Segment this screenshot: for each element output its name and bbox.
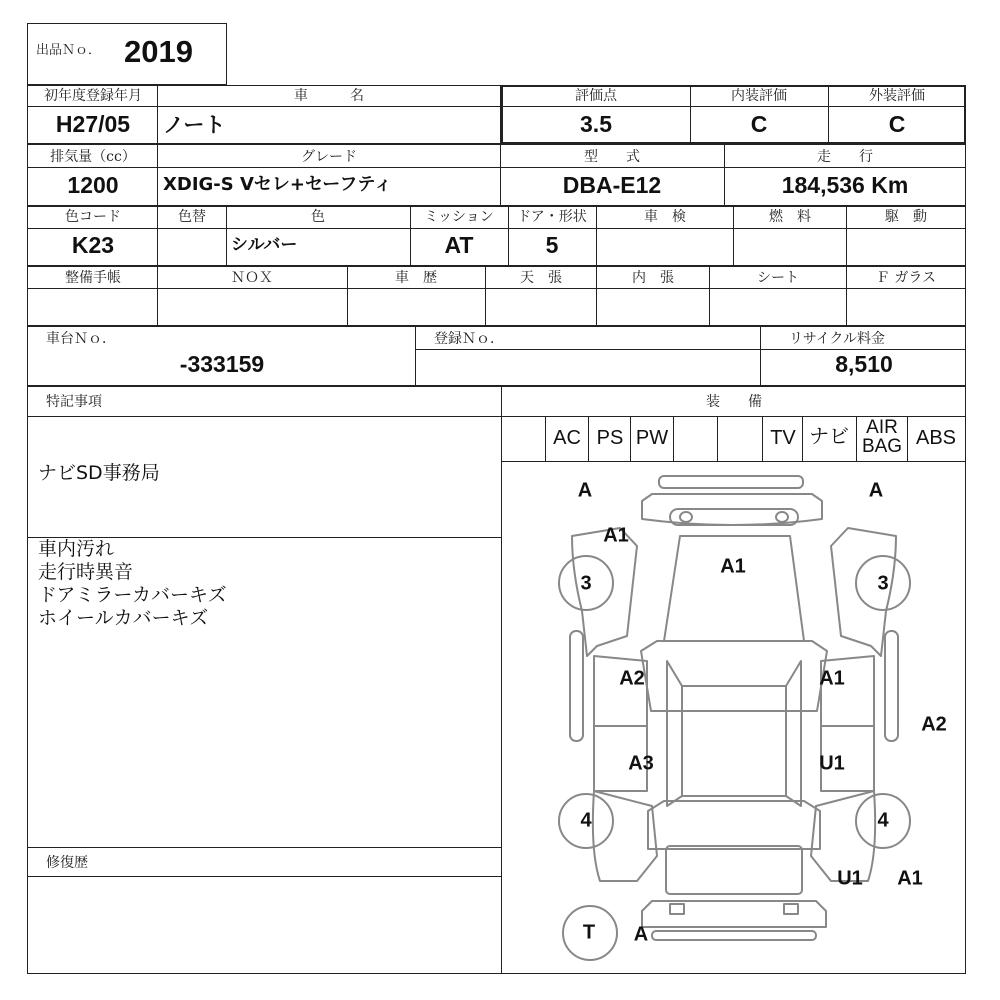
row5-header-line <box>415 349 966 350</box>
evaluation-header-line <box>501 106 966 107</box>
rear-lamp <box>670 904 684 914</box>
damage-tire-front-right: 3 <box>877 572 889 595</box>
left-front-door <box>594 656 647 726</box>
lining-label: 内 張 <box>632 270 674 286</box>
remarks-line: ホイールカバーキズ <box>38 607 209 629</box>
damage-left-rear-door: A3 <box>628 752 654 775</box>
damage-hood-left: A1 <box>603 524 629 547</box>
equipment-label: 装 備 <box>706 394 762 410</box>
windshield <box>641 641 827 711</box>
damage-right-fender: A2 <box>921 713 947 736</box>
equipment-item: ナビ <box>809 424 849 448</box>
history-label: 車 歴 <box>395 270 437 286</box>
equipment-cell <box>673 416 718 462</box>
equipment-item: PW <box>635 427 669 449</box>
mileage-label: 走 行 <box>817 149 873 165</box>
damage-right-rear-door: U1 <box>819 752 845 775</box>
hood <box>664 536 804 641</box>
mission-label: ミッション <box>424 209 494 225</box>
left-sill <box>570 631 583 741</box>
interior-value: C <box>750 111 768 137</box>
color-label: 色 <box>311 209 325 225</box>
remarks-label: 特記事項 <box>46 394 102 410</box>
row3-header-line <box>27 228 966 229</box>
damage-right-front-door: A1 <box>819 667 845 690</box>
front-bumper-top <box>659 476 803 488</box>
equipment-cell <box>717 416 763 462</box>
damage-spare-tire: T <box>582 921 596 944</box>
color-value: シルバー <box>231 235 298 255</box>
recycle-label: リサイクル料金 <box>788 331 886 347</box>
roof <box>682 686 786 796</box>
front-grille-mark <box>776 512 788 522</box>
chassis-value: -333159 <box>179 351 265 377</box>
remarks-line-1: ナビSD事務局 <box>38 462 160 484</box>
glass-label: Ｆ ガラス <box>875 270 937 286</box>
remarks-line: ドアミラーカバーキズ <box>38 584 227 606</box>
right-pillar <box>786 661 801 806</box>
exterior-label: 外装評価 <box>869 88 925 104</box>
right-front-door <box>821 656 874 726</box>
equipment-item: AIR BAG <box>861 417 903 457</box>
drive-label: 駆 動 <box>885 209 927 225</box>
repaint-label: 色替 <box>178 209 206 225</box>
left-pillar <box>667 661 682 806</box>
damage-tire-front-left: 3 <box>580 572 592 595</box>
rear-glass <box>648 801 820 849</box>
mission-value: AT <box>444 232 474 258</box>
damage-left-front-door: A2 <box>619 667 645 690</box>
front-grille-mark <box>680 512 692 522</box>
door-value: 5 <box>545 232 559 258</box>
sunroof-label: 天 張 <box>520 270 562 286</box>
damage-front-left: A <box>577 479 593 502</box>
fuel-label: 燃 料 <box>769 209 811 225</box>
first-reg-value: H27/05 <box>55 111 131 137</box>
remarks-line: 車内汚れ <box>38 538 115 560</box>
chassis-label: 車台Ｎｏ． <box>46 331 116 347</box>
displacement-value: 1200 <box>67 172 119 198</box>
damage-rear-bumper: A <box>633 923 649 946</box>
score-label: 評価点 <box>575 88 617 104</box>
nox-label: ＮＯＸ <box>231 270 273 286</box>
rear-bumper-lower <box>652 931 816 940</box>
equipment-item: PS <box>596 427 624 449</box>
damage-rear-right-1: U1 <box>837 867 863 890</box>
damage-tire-rear-left: 4 <box>580 809 592 832</box>
rear-lamp <box>784 904 798 914</box>
equipment-cell <box>501 416 546 462</box>
evaluation-divider-1 <box>690 85 691 144</box>
lot-number-value: 2019 <box>124 34 193 69</box>
maintenance-label: 整備手帳 <box>65 270 121 286</box>
damage-front-right: A <box>868 479 884 502</box>
equipment-item: TV <box>770 427 796 449</box>
damage-tire-rear-right: 4 <box>877 809 889 832</box>
color-code-value: K23 <box>71 232 115 258</box>
equipment-item: AC <box>553 427 581 449</box>
repair-label-cell <box>27 847 502 877</box>
exterior-value: C <box>888 111 906 137</box>
door-label: ドア・形状 <box>517 209 587 225</box>
interior-label: 内装評価 <box>731 88 787 104</box>
model-label: 型 式 <box>584 149 640 165</box>
right-sill <box>885 631 898 741</box>
evaluation-divider-2 <box>828 85 829 144</box>
row4-header-line <box>27 288 966 289</box>
repair-label: 修復歴 <box>46 855 88 871</box>
grade-value: XDIG-S Vセレ+セーフティ <box>163 174 392 195</box>
score-value: 3.5 <box>580 111 612 137</box>
reg-label: 登録Ｎｏ． <box>434 331 504 347</box>
lot-number-label: 出品Ｎｏ． <box>36 43 102 58</box>
mileage-value: 184,536 Km <box>781 172 909 198</box>
displacement-label: 排気量（cc） <box>50 149 136 165</box>
inspection-label: 車 検 <box>644 209 686 225</box>
grade-label: グレード <box>301 149 357 165</box>
remarks-line: 走行時異音 <box>38 561 134 583</box>
car-diagram <box>502 461 966 974</box>
seat-label: シート <box>757 270 799 286</box>
color-code-label: 色コード <box>65 209 121 225</box>
damage-roof: A1 <box>720 555 746 578</box>
recycle-value: 8,510 <box>835 351 893 377</box>
car-name-label: 車 名 <box>294 88 364 104</box>
car-name-value: ノート <box>163 113 226 137</box>
tailgate <box>666 846 802 894</box>
equipment-item: ABS <box>915 427 957 449</box>
model-value: DBA-E12 <box>562 172 662 198</box>
damage-rear-right-2: A1 <box>897 867 923 890</box>
first-reg-label: 初年度登録年月 <box>44 88 142 104</box>
repair-value-cell <box>27 876 502 974</box>
